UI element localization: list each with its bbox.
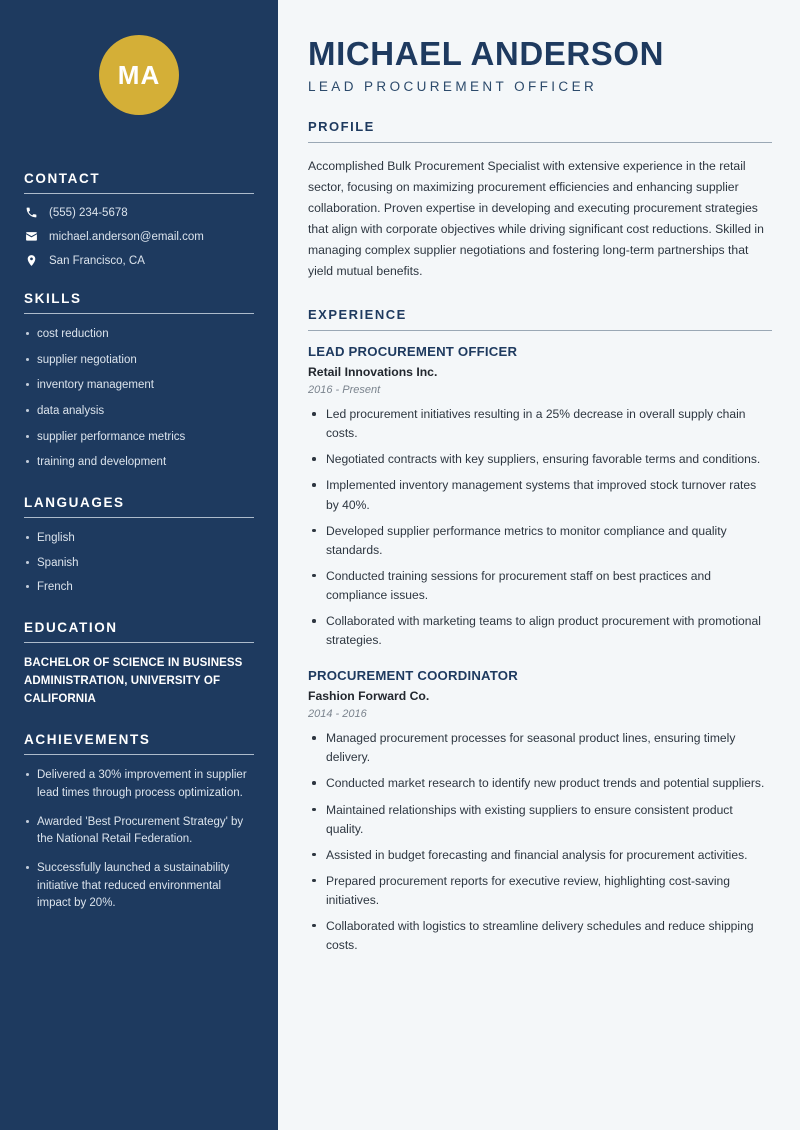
contact-heading: CONTACT (24, 171, 101, 186)
list-item: Awarded 'Best Procurement Strategy' by the National Retail Federation. (24, 814, 254, 849)
list-item: English (24, 530, 254, 547)
experience-divider (308, 330, 772, 331)
experience-bullets (308, 729, 772, 955)
education-entry: BACHELOR OF SCIENCE IN BUSINESS ADMINISTRATION, UNIVERSITY OF CALIFORNIA (24, 657, 243, 705)
achievements-heading: ACHIEVEMENTS (24, 732, 151, 748)
experience-role: PROCUREMENT COORDINATOR (308, 668, 518, 684)
page-title: MICHAEL ANDERSON (308, 35, 665, 72)
avatar-container (24, 0, 254, 125)
sidebar-section-achievements (24, 732, 254, 912)
list-item: data analysis (24, 403, 254, 420)
email-icon (24, 230, 38, 243)
profile-heading: PROFILE (308, 119, 375, 135)
skills-heading: SKILLS (24, 291, 82, 306)
experience-entry (308, 344, 772, 650)
experience-dates: 2016 - Present (308, 384, 381, 397)
main-content (278, 0, 800, 1130)
list-item: French (24, 579, 254, 596)
experience-entry (308, 668, 772, 955)
list-item: Conducted training sessions for procurement staff on best practices and compliance issues. (308, 567, 772, 605)
contact-email-value: michael.anderson@email.com (49, 230, 204, 243)
list-item: Collaborated with marketing teams to align product procurement with promotional strategies. (308, 612, 772, 650)
location-pin-icon (24, 254, 38, 267)
list-item: Conducted market research to identify new product trends and potential suppliers. (308, 774, 772, 793)
list-item: Managed procurement processes for seasonal product lines, ensuring timely delivery. (308, 729, 772, 767)
languages-heading: LANGUAGES (24, 495, 125, 511)
headline-job-title: LEAD PROCUREMENT OFFICER (308, 79, 598, 95)
education-heading: EDUCATION (24, 620, 118, 636)
list-item: supplier negotiation (24, 352, 254, 369)
contact-phone-value: (555) 234-5678 (49, 206, 128, 219)
list-item: Spanish (24, 555, 254, 572)
experience-role: LEAD PROCUREMENT OFFICER (308, 344, 518, 360)
list-item: Implemented inventory management systems that improved stock turnover rates by 40%. (308, 476, 772, 514)
sidebar-section-education (24, 620, 254, 708)
experience-company: Fashion Forward Co. (308, 689, 430, 704)
experience-company: Retail Innovations Inc. (308, 365, 438, 380)
sidebar (0, 0, 278, 1130)
section-experience (308, 307, 772, 955)
experience-bullets (308, 405, 772, 650)
list-item: Collaborated with logistics to streamline delivery schedules and reduce shipping costs. (308, 917, 772, 955)
list-item: Delivered a 30% improvement in supplier lead times through process optimization. (24, 767, 254, 802)
languages-divider (24, 517, 254, 518)
languages-list (24, 530, 254, 596)
list-item: Negotiated contracts with key suppliers, ensuring favorable terms and conditions. (308, 450, 772, 469)
skills-list (24, 326, 254, 471)
skills-divider (24, 313, 254, 314)
sidebar-section-contact (24, 171, 254, 267)
experience-heading: EXPERIENCE (308, 307, 407, 323)
profile-divider (308, 142, 772, 143)
profile-text: Accomplished Bulk Procurement Specialist with extensive experience in the retail sector, focusing on maximizing procurement efficiencies and enhancing supplier collaboration. Proven expertise in developing and executing procurement strategies that align with corporate objectives while driving significant cost reductions. Skilled in managing complex supplier negotiations and fostering long-term partnerships that yield mutual benefits. (308, 159, 764, 279)
contact-phone-row[interactable] (24, 206, 254, 219)
list-item: supplier performance metrics (24, 429, 254, 446)
list-item: training and development (24, 454, 254, 471)
achievements-divider (24, 754, 254, 755)
experience-dates: 2014 - 2016 (308, 708, 367, 721)
contact-location-row[interactable] (24, 254, 254, 267)
sidebar-section-languages (24, 495, 254, 596)
achievements-list (24, 767, 254, 912)
list-item: Prepared procurement reports for executive review, highlighting cost-saving initiatives. (308, 872, 772, 910)
education-divider (24, 642, 254, 643)
contact-email-row[interactable] (24, 230, 254, 243)
list-item: Successfully launched a sustainability initiative that reduced environmental impact by 20%. (24, 860, 254, 912)
section-profile (308, 119, 772, 282)
list-item: Assisted in budget forecasting and financial analysis for procurement activities. (308, 846, 772, 865)
avatar: MA (99, 35, 179, 115)
phone-icon (24, 206, 38, 219)
list-item: inventory management (24, 377, 254, 394)
sidebar-section-skills (24, 291, 254, 471)
contact-location-value: San Francisco, CA (49, 254, 145, 267)
contact-divider (24, 193, 254, 194)
list-item: Developed supplier performance metrics to monitor compliance and quality standards. (308, 522, 772, 560)
list-item: Led procurement initiatives resulting in a 25% decrease in overall supply chain costs. (308, 405, 772, 443)
list-item: cost reduction (24, 326, 254, 343)
list-item: Maintained relationships with existing suppliers to ensure consistent product quality. (308, 801, 772, 839)
